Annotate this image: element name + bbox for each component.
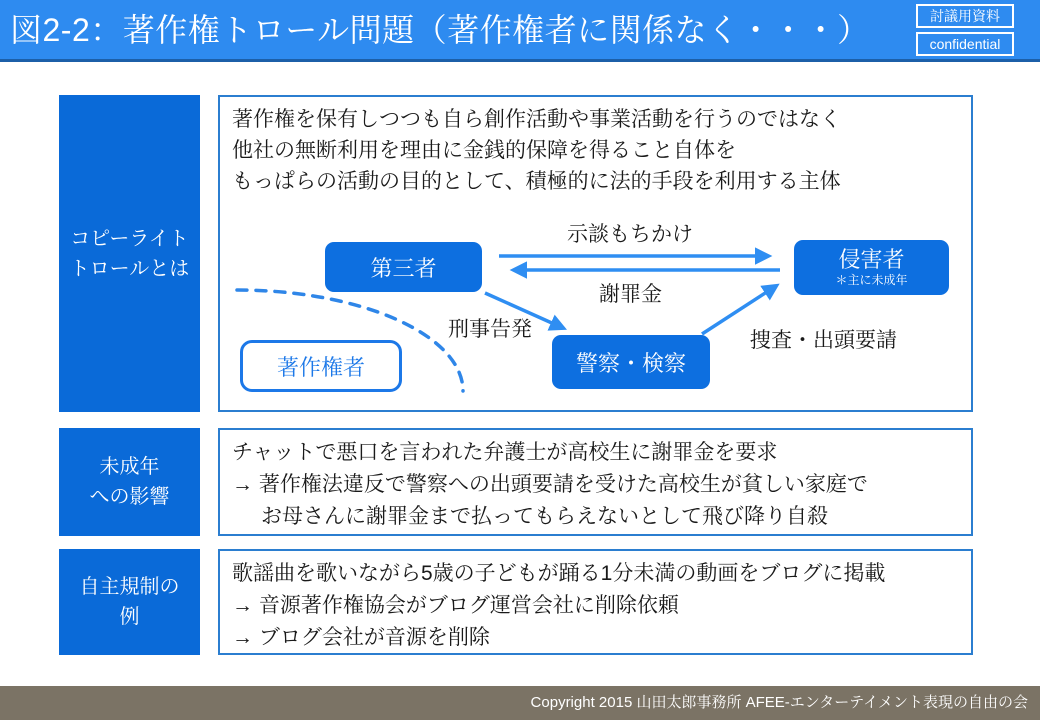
settlement-arrow-label: 示談もちかけ — [567, 223, 693, 246]
copyright-text: Copyright 2015 山田太郎事務所 AFEE-エンターテイメント表現の自由の会 — [530, 694, 1028, 711]
section-label-line: トロールとは — [69, 257, 190, 280]
section-label-line: への影響 — [89, 486, 170, 508]
minor-impact-line: チャットで悪口を言われた弁護士が高校生に謝罪金を要求 — [232, 441, 778, 464]
header-bar — [0, 0, 1040, 62]
node-police-prosecutors — [552, 335, 710, 389]
criminal-accusation-arrow-label: 刑事告発 — [448, 318, 532, 341]
node-infringer-note: ＊主に未成年 — [835, 273, 908, 287]
section-label-line: 例 — [119, 606, 140, 628]
minor-impact-line: → 著作権法違反で警察への出頭要請を受けた高校生が貧しい家庭で — [232, 473, 868, 496]
definition-line: 著作権を保有しつつも自ら創作活動や事業活動を行うのではなく — [232, 108, 841, 131]
section-label-copyright-troll — [59, 95, 200, 412]
badge-discussion-material: 討議用資料 — [916, 4, 1014, 28]
definition-line: 他社の無断利用を理由に金銭的保障を得ること自体を — [232, 139, 736, 162]
node-infringer — [794, 240, 949, 295]
section-label-self-regulation — [59, 549, 200, 655]
section-label-minor-impact — [59, 428, 200, 536]
node-third-party — [325, 242, 482, 292]
self-regulation-line: → 音源著作権協会がブログ運営会社に削除依頼 — [232, 594, 679, 617]
badge-confidential: confidential — [916, 32, 1014, 56]
node-copyright-holder — [240, 340, 402, 392]
self-regulation-line: 歌謡曲を歌いながら5歳の子どもが踊る1分未満の動画をブログに掲載 — [232, 562, 886, 585]
section-label-line: コピーライト — [70, 227, 189, 250]
node-third-party-label: 第三者 — [370, 255, 437, 281]
self-regulation-line: → ブログ会社が音源を削除 — [232, 626, 490, 649]
section-content-minor-impact — [218, 428, 973, 536]
section-content-copyright-troll — [218, 95, 973, 412]
section-label-line: 自主規制の — [79, 576, 180, 598]
footer-bar — [0, 686, 1040, 720]
apology-money-arrow-label: 謝罪金 — [599, 283, 662, 306]
node-copyright-holder-label: 著作権者 — [276, 354, 365, 380]
node-police-label: 警察・検察 — [575, 350, 686, 376]
section-label-line: 未成年 — [99, 456, 160, 478]
definition-line: もっぱらの活動の目的として、積極的に法的手段を利用する主体 — [232, 170, 841, 193]
minor-impact-line: お母さんに謝罪金まで払ってもらえないとして飛び降り自殺 — [261, 505, 828, 528]
page-title: 図2-2：著作権トロール問題（著作権者に関係なく・・・） — [10, 12, 870, 48]
node-infringer-label: 侵害者 — [838, 247, 905, 272]
section-content-self-regulation — [218, 549, 973, 655]
minor-impact-text — [232, 437, 868, 533]
investigation-arrow-label: 捜査・出頭要請 — [750, 329, 897, 352]
self-regulation-text — [232, 558, 885, 654]
